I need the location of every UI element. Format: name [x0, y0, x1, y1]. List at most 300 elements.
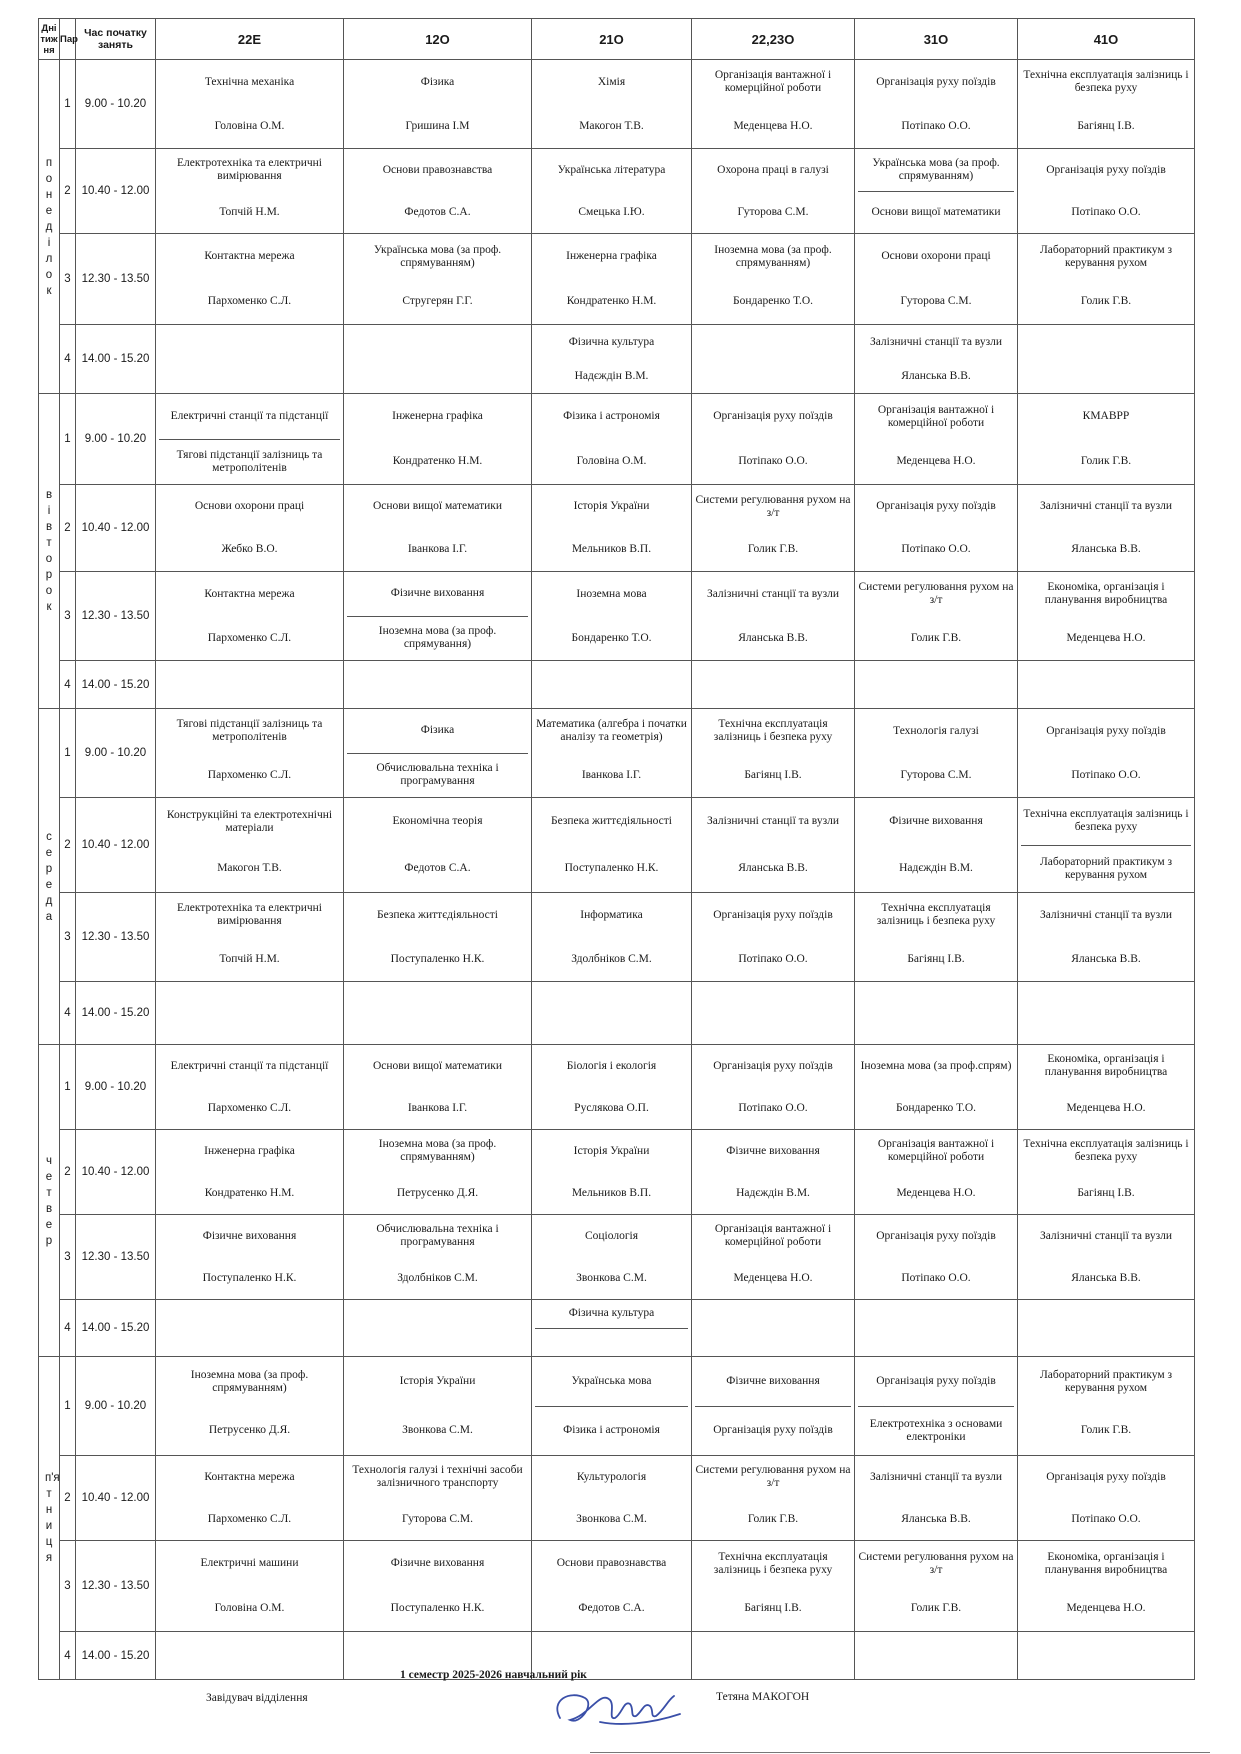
table-row [39, 394, 1195, 485]
teacher-name: Мельников В.П. [571, 1186, 652, 1199]
lesson-cell [692, 1045, 855, 1130]
lesson-cell [344, 982, 532, 1045]
teacher-name: Яланська В.В. [738, 631, 808, 644]
lesson-cell [855, 1045, 1018, 1130]
subject-name: Історія України [399, 1375, 476, 1387]
lesson-cell [532, 893, 692, 982]
lesson-cell [692, 1541, 855, 1632]
pair-time: 10.40 - 12.00 [76, 798, 156, 893]
subject-name: Хімія [597, 75, 626, 88]
pair-number: 1 [60, 394, 76, 485]
lesson-cell [156, 982, 344, 1045]
pair-number: 3 [60, 234, 76, 325]
subject-name: Системи регулювання рухом на з/т [858, 1550, 1014, 1576]
pair-number: 3 [60, 893, 76, 982]
teacher-name: Головіна О.М. [576, 455, 647, 467]
subject-name: Технічна експлуатація залізниць і безпека руху [876, 902, 996, 927]
teacher-name: Федотов С.А. [578, 1602, 645, 1614]
subject-name: Електротехніка з основами електроніки [858, 1406, 1014, 1456]
subject-name: Залізничні станції та вузли [1039, 500, 1173, 512]
pair-time: 12.30 - 13.50 [76, 893, 156, 982]
subject-name: Економіка, організація і планування виробництва [1044, 1550, 1168, 1576]
table-row [39, 485, 1195, 572]
subject-name: Інженерна графіка [566, 250, 657, 262]
table-row [39, 149, 1195, 234]
teacher-name: Федотов С.А. [404, 862, 471, 874]
table-row [39, 60, 1195, 149]
header-row [39, 19, 1195, 60]
pair-number: 1 [60, 1045, 76, 1130]
subject-name: Технічна експлуатація залізниць і безпека руху [1023, 1138, 1189, 1163]
teacher-name: Топчій Н.М. [219, 952, 280, 965]
teacher-name: Яланська В.В. [1071, 1271, 1141, 1284]
lesson-cell [692, 982, 855, 1045]
teacher-name: Надєждін В.М. [899, 862, 973, 874]
teacher-name: Кондратенко Н.М. [392, 455, 483, 467]
lesson-cell [156, 709, 344, 798]
subject-name: Системи регулювання рухом на з/т [695, 493, 851, 519]
teacher-name: Поступаленко Н.К. [202, 1271, 297, 1284]
subject-name: Контактна мережа [204, 250, 295, 262]
subject-name: Історія України [573, 1144, 650, 1157]
lesson-cell [1018, 982, 1195, 1045]
teacher-name: Макогон Т.В. [217, 862, 282, 874]
table-row [39, 325, 1195, 394]
lesson-cell [344, 1456, 532, 1541]
teacher-name: Федотов С.А. [404, 205, 471, 218]
teacher-name: Пархоменко С.Л. [207, 295, 292, 307]
day-name-text: четвер [45, 1154, 53, 1247]
lesson-cell [855, 1456, 1018, 1541]
subject-name: Основи охорони праці [194, 500, 305, 512]
lesson-cell [1018, 893, 1195, 982]
teacher-name: Голик Г.В. [747, 1512, 799, 1525]
teacher-name: Потіпако О.О. [1071, 768, 1141, 781]
teacher-name: Гуторова С.М. [900, 295, 972, 307]
lesson-cell [692, 1215, 855, 1300]
teacher-name: Звонкова С.М. [576, 1271, 647, 1284]
lesson-cell [692, 572, 855, 661]
teacher-name: Пархоменко С.Л. [207, 631, 292, 644]
teacher-name: Здолбніков С.М. [571, 952, 652, 965]
pair-number: 4 [60, 1300, 76, 1357]
subject-name: Контактна мережа [204, 587, 295, 600]
teacher-name: Багіянц І.В. [744, 768, 802, 781]
lesson-cell [532, 1130, 692, 1215]
teacher-name: Гуторова С.М. [900, 768, 972, 781]
teacher-name: Потіпако О.О. [1071, 205, 1141, 218]
subject-name: Основи вищої математики [858, 191, 1014, 234]
teacher-name: Яланська В.В. [901, 1512, 971, 1525]
teacher-name: Потіпако О.О. [738, 1101, 808, 1114]
teacher-name: Багіянц І.В. [744, 1602, 802, 1614]
teacher-name: Головіна О.М. [214, 119, 285, 132]
teacher-name: Топчій Н.М. [219, 205, 280, 218]
teacher-name: Гришина І.М [405, 119, 470, 132]
teacher-name: Звонкова С.М. [576, 1512, 647, 1525]
pair-number: 4 [60, 1632, 76, 1680]
day-name [39, 60, 60, 394]
subject-name: Фізичне виховання [202, 1229, 297, 1242]
subject-name: Лабораторний практикум з керування рухом [1021, 845, 1191, 893]
pair-time: 10.40 - 12.00 [76, 149, 156, 234]
teacher-name: Яланська В.В. [901, 369, 971, 382]
subject-name: Іноземна мова (за проф. спрямуванням) [190, 1368, 309, 1394]
lesson-cell [156, 1300, 344, 1357]
subject-name: Залізничні станції та вузли [1039, 908, 1173, 921]
subject-name: Фізичне виховання [726, 1144, 820, 1157]
lesson-cell [344, 60, 532, 149]
teacher-name: Петрусенко Д.Я. [396, 1186, 479, 1199]
teacher-name: Багіянц І.В. [907, 952, 965, 965]
lesson-cell [532, 485, 692, 572]
lesson-cell [344, 1541, 532, 1632]
teacher-name: Голик Г.В. [1080, 1424, 1132, 1436]
lesson-cell [1018, 1130, 1195, 1215]
subject-name: Економіка, організація і планування виробництва [1044, 1053, 1168, 1078]
lesson-cell [344, 572, 532, 661]
pair-time: 9.00 - 10.20 [76, 394, 156, 485]
table-row [39, 709, 1195, 798]
table-row [39, 982, 1195, 1045]
subject-name: Біологія і екологія [566, 1059, 657, 1072]
lesson-cell [532, 1045, 692, 1130]
subject-name: Тягові підстанції залізниць та метрополітенів [176, 718, 323, 743]
lesson-cell [1018, 661, 1195, 709]
teacher-name: Петрусенко Д.Я. [208, 1424, 291, 1436]
teacher-name: Смецька І.Ю. [578, 205, 645, 218]
lesson-cell [855, 149, 1018, 234]
teacher-name: Мельников В.П. [571, 543, 652, 555]
lesson-cell [532, 394, 692, 485]
table-row [39, 1357, 1195, 1456]
teacher-name: Яланська В.В. [738, 862, 808, 874]
teacher-name: Звонкова С.М. [402, 1424, 473, 1436]
lesson-cell [692, 1456, 855, 1541]
lesson-cell [532, 1456, 692, 1541]
lesson-cell [156, 1632, 344, 1680]
pair-number: 1 [60, 60, 76, 149]
teacher-name: Кондратенко Н.М. [204, 1186, 295, 1199]
header-pair: Пар [60, 19, 76, 60]
lesson-cell [344, 798, 532, 893]
department-head-label: Завідувач відділення [206, 1692, 308, 1704]
lesson-cell [156, 149, 344, 234]
lesson-cell [532, 572, 692, 661]
subject-name: Обчислювальна техніка і програмування [347, 753, 528, 798]
subject-name: Економічна теорія [392, 815, 483, 827]
lesson-cell [532, 60, 692, 149]
lesson-cell [855, 1130, 1018, 1215]
subject-name: Технічна механіка [204, 75, 295, 88]
teacher-name: Поступаленко Н.К. [390, 1602, 485, 1614]
lesson-cell [344, 234, 532, 325]
table-row [39, 1045, 1195, 1130]
pair-number: 3 [60, 572, 76, 661]
subject-name: Іноземна мова (за проф. спрямування) [347, 616, 528, 661]
subject-name: Лабораторний практикум з керування рухом [1039, 1368, 1173, 1394]
teacher-name: Надєждін В.М. [736, 1186, 810, 1199]
pair-time: 10.40 - 12.00 [76, 1456, 156, 1541]
teacher-name: Потіпако О.О. [901, 543, 971, 555]
lesson-cell [532, 798, 692, 893]
table-row [39, 893, 1195, 982]
teacher-name: Потіпако О.О. [901, 1271, 971, 1284]
lesson-cell [1018, 60, 1195, 149]
subject-name: КМАВРР [1082, 410, 1130, 422]
lesson-cell [855, 982, 1018, 1045]
lesson-cell [532, 709, 692, 798]
teacher-name: Меденцева Н.О. [1066, 1602, 1146, 1614]
lesson-cell [855, 798, 1018, 893]
table-row [39, 1215, 1195, 1300]
teacher-name: Бондаренко Т.О. [732, 295, 814, 307]
subject-name: Іноземна мова (за проф.спрям) [860, 1059, 1012, 1072]
teacher-name: Пархоменко С.Л. [207, 1101, 292, 1114]
subject-name: Технічна експлуатація залізниць і безпека руху [713, 1550, 833, 1576]
department-head-name: Тетяна МАКОГОН [716, 1691, 810, 1703]
lesson-cell [692, 325, 855, 394]
pair-number: 2 [60, 485, 76, 572]
teacher-name: Кондратенко Н.М. [566, 295, 657, 307]
subject-name: Охорона праці в галузі [717, 163, 829, 176]
lesson-cell [692, 893, 855, 982]
header-group: 12О [344, 19, 532, 60]
subject-name: Організація вантажної і комерційної роботи [877, 403, 995, 429]
pair-time: 12.30 - 13.50 [76, 1541, 156, 1632]
pair-time: 9.00 - 10.20 [76, 709, 156, 798]
lesson-cell [692, 60, 855, 149]
lesson-cell [344, 325, 532, 394]
lesson-cell [344, 485, 532, 572]
lesson-cell [344, 1357, 532, 1456]
lesson-cell [855, 1357, 1018, 1456]
lesson-cell [344, 709, 532, 798]
pair-number: 2 [60, 1456, 76, 1541]
subject-name: Безпека життєдіяльності [377, 908, 498, 921]
subject-name: Технічна експлуатація залізниць і безпека руху [1023, 69, 1189, 94]
subject-name: Українська мова (за проф. спрямуванням) [373, 243, 502, 269]
lesson-cell [344, 661, 532, 709]
teacher-name: Потіпако О.О. [738, 952, 808, 965]
header-time: Час початку занять [76, 19, 156, 60]
pair-time: 10.40 - 12.00 [76, 485, 156, 572]
teacher-name: Руслякова О.П. [574, 1101, 649, 1114]
lesson-cell [855, 394, 1018, 485]
header-group: 41О [1018, 19, 1195, 60]
pair-number: 4 [60, 661, 76, 709]
teacher-name: Меденцева Н.О. [1066, 631, 1146, 644]
teacher-name: Іванкова І.Г. [407, 543, 468, 555]
table-row [39, 1130, 1195, 1215]
subject-name: Електричні станції та підстанції [170, 409, 329, 422]
header-day: Дні тиж ня [39, 19, 60, 60]
subject-name: Організація руху поїздів [876, 500, 996, 512]
lesson-cell [1018, 1357, 1195, 1456]
lesson-cell [344, 149, 532, 234]
lesson-cell [344, 394, 532, 485]
subject-name: Іноземна мова [576, 587, 647, 600]
lesson-cell [1018, 1456, 1195, 1541]
subject-name: Інженерна графіка [204, 1144, 295, 1157]
lesson-cell [156, 1130, 344, 1215]
table-row [39, 1300, 1195, 1357]
teacher-name: Потіпако О.О. [1071, 1512, 1141, 1525]
pair-time: 9.00 - 10.20 [76, 1045, 156, 1130]
pair-time: 9.00 - 10.20 [76, 1357, 156, 1456]
lesson-cell [692, 661, 855, 709]
subject-name: Організація руху поїздів [1046, 724, 1166, 737]
subject-name: Організація руху поїздів [713, 908, 833, 921]
lesson-cell [532, 661, 692, 709]
teacher-name: Потіпако О.О. [738, 455, 808, 467]
teacher-name: Меденцева Н.О. [733, 1271, 813, 1284]
lesson-cell [1018, 394, 1195, 485]
pair-time: 12.30 - 13.50 [76, 1215, 156, 1300]
teacher-name: Меденцева Н.О. [896, 1186, 976, 1199]
lesson-cell [692, 798, 855, 893]
teacher-name: Іванкова І.Г. [581, 768, 642, 781]
pair-number: 3 [60, 1541, 76, 1632]
subject-name: Основи вищої математики [372, 500, 503, 512]
day-name-text: п'ятниця [45, 1472, 60, 1564]
subject-name: Фізика і астрономія [563, 410, 660, 422]
subject-name: Соціологія [584, 1229, 639, 1242]
subject-name: Основи вищої математики [372, 1059, 503, 1072]
lesson-cell [855, 325, 1018, 394]
semester-label: 1 семестр 2025-2026 навчальний рік [400, 1669, 587, 1681]
subject-name: Економіка, організація і планування виробництва [1044, 581, 1168, 606]
lesson-cell [1018, 1541, 1195, 1632]
schedule-body [39, 60, 1195, 1680]
pair-number: 2 [60, 149, 76, 234]
lesson-cell [692, 394, 855, 485]
teacher-name: Жебко В.О. [221, 543, 278, 555]
teacher-name: Голик Г.В. [910, 1602, 962, 1614]
teacher-name: Багіянц І.В. [1077, 1186, 1135, 1199]
lesson-cell [156, 1541, 344, 1632]
teacher-name: Пархоменко С.Л. [207, 768, 292, 781]
day-name-text: середа [45, 830, 53, 923]
lesson-cell [344, 1632, 532, 1680]
pair-number: 4 [60, 982, 76, 1045]
lesson-cell [855, 234, 1018, 325]
lesson-cell [532, 1632, 692, 1680]
lesson-cell [855, 485, 1018, 572]
teacher-name: Макогон Т.В. [579, 119, 644, 132]
pair-number: 1 [60, 709, 76, 798]
lesson-cell [156, 485, 344, 572]
table-row [39, 661, 1195, 709]
lesson-cell [156, 661, 344, 709]
subject-name: Фізика [420, 724, 455, 737]
pair-time: 14.00 - 15.20 [76, 982, 156, 1045]
subject-name: Системи регулювання рухом на з/т [695, 1464, 851, 1489]
day-name [39, 394, 60, 709]
table-row [39, 798, 1195, 893]
empty-slot [535, 1328, 688, 1357]
subject-name: Культурологія [576, 1470, 647, 1483]
teacher-name: Голик Г.В. [910, 631, 962, 644]
lesson-cell [1018, 1045, 1195, 1130]
lesson-cell [156, 325, 344, 394]
subject-name: Електротехніка та електричні вимірювання [176, 157, 323, 182]
lesson-cell [855, 572, 1018, 661]
teacher-name: Надєждін В.М. [574, 369, 649, 382]
pair-time: 14.00 - 15.20 [76, 661, 156, 709]
subject-name: Організація руху поїздів [1046, 163, 1166, 176]
subject-name: Інформатика [580, 908, 643, 921]
subject-name: Організація вантажної і комерційної роботи [714, 1223, 832, 1248]
subject-name: Іноземна мова (за проф. спрямуванням) [714, 243, 832, 269]
teacher-name: Голик Г.В. [747, 543, 799, 555]
pair-time: 12.30 - 13.50 [76, 234, 156, 325]
lesson-cell [855, 1632, 1018, 1680]
lesson-cell [156, 60, 344, 149]
lesson-cell [532, 234, 692, 325]
subject-name: Залізничні станції та вузли [706, 587, 840, 600]
teacher-name: Меденцева Н.О. [896, 455, 976, 467]
subject-name: Українська мова (за проф. спрямуванням) [872, 156, 1000, 182]
subject-name: Лабораторний практикум з керування рухом [1039, 243, 1173, 269]
lesson-cell [156, 572, 344, 661]
lesson-cell [344, 1300, 532, 1357]
pair-number: 2 [60, 798, 76, 893]
lesson-cell [1018, 798, 1195, 893]
day-name-text: вівторок [45, 489, 53, 613]
subject-name: Залізничні станції та вузли [1039, 1229, 1173, 1242]
lesson-cell [855, 60, 1018, 149]
lesson-cell [532, 325, 692, 394]
pair-number: 1 [60, 1357, 76, 1456]
teacher-name: Гуторова С.М. [402, 1512, 473, 1525]
subject-name: Обчислювальна техніка і програмування [376, 1223, 499, 1248]
pair-time: 14.00 - 15.20 [76, 1300, 156, 1357]
subject-name: Українська література [557, 163, 666, 176]
subject-name: Іноземна мова (за проф. спрямуванням) [378, 1138, 497, 1163]
lesson-cell [1018, 1632, 1195, 1680]
pair-time: 9.00 - 10.20 [76, 60, 156, 149]
teacher-name: Гуторова С.М. [737, 205, 809, 218]
lesson-cell [692, 149, 855, 234]
teacher-name: Багіянц І.В. [1077, 119, 1135, 132]
lesson-cell [344, 1045, 532, 1130]
subject-name: Залізничні станції та вузли [706, 815, 840, 827]
header-group: 22,23О [692, 19, 855, 60]
lesson-cell [692, 1300, 855, 1357]
schedule-table [38, 18, 1195, 1680]
lesson-cell [532, 1300, 692, 1357]
subject-name: Технічна експлуатація залізниць і безпека руху [713, 718, 833, 743]
subject-name: Основи правознавства [382, 163, 493, 176]
day-name [39, 1357, 60, 1680]
lesson-cell [532, 982, 692, 1045]
teacher-name: Голик Г.В. [1080, 295, 1132, 307]
teacher-name: Меденцева Н.О. [1066, 1101, 1146, 1114]
lesson-cell [692, 1632, 855, 1680]
day-name-text: понеділок [45, 156, 53, 297]
subject-name: Фізика і астрономія [535, 1406, 688, 1456]
lesson-cell [855, 709, 1018, 798]
subject-name: Фізичне виховання [889, 815, 983, 827]
header-group: 22Е [156, 19, 344, 60]
lesson-cell [692, 485, 855, 572]
teacher-name: Поступаленко Н.К. [564, 862, 659, 874]
subject-name: Фізична культура [568, 335, 655, 348]
subject-name: Українська мова [571, 1374, 652, 1387]
teacher-name: Поступаленко Н.К. [390, 952, 485, 965]
table-row [39, 234, 1195, 325]
